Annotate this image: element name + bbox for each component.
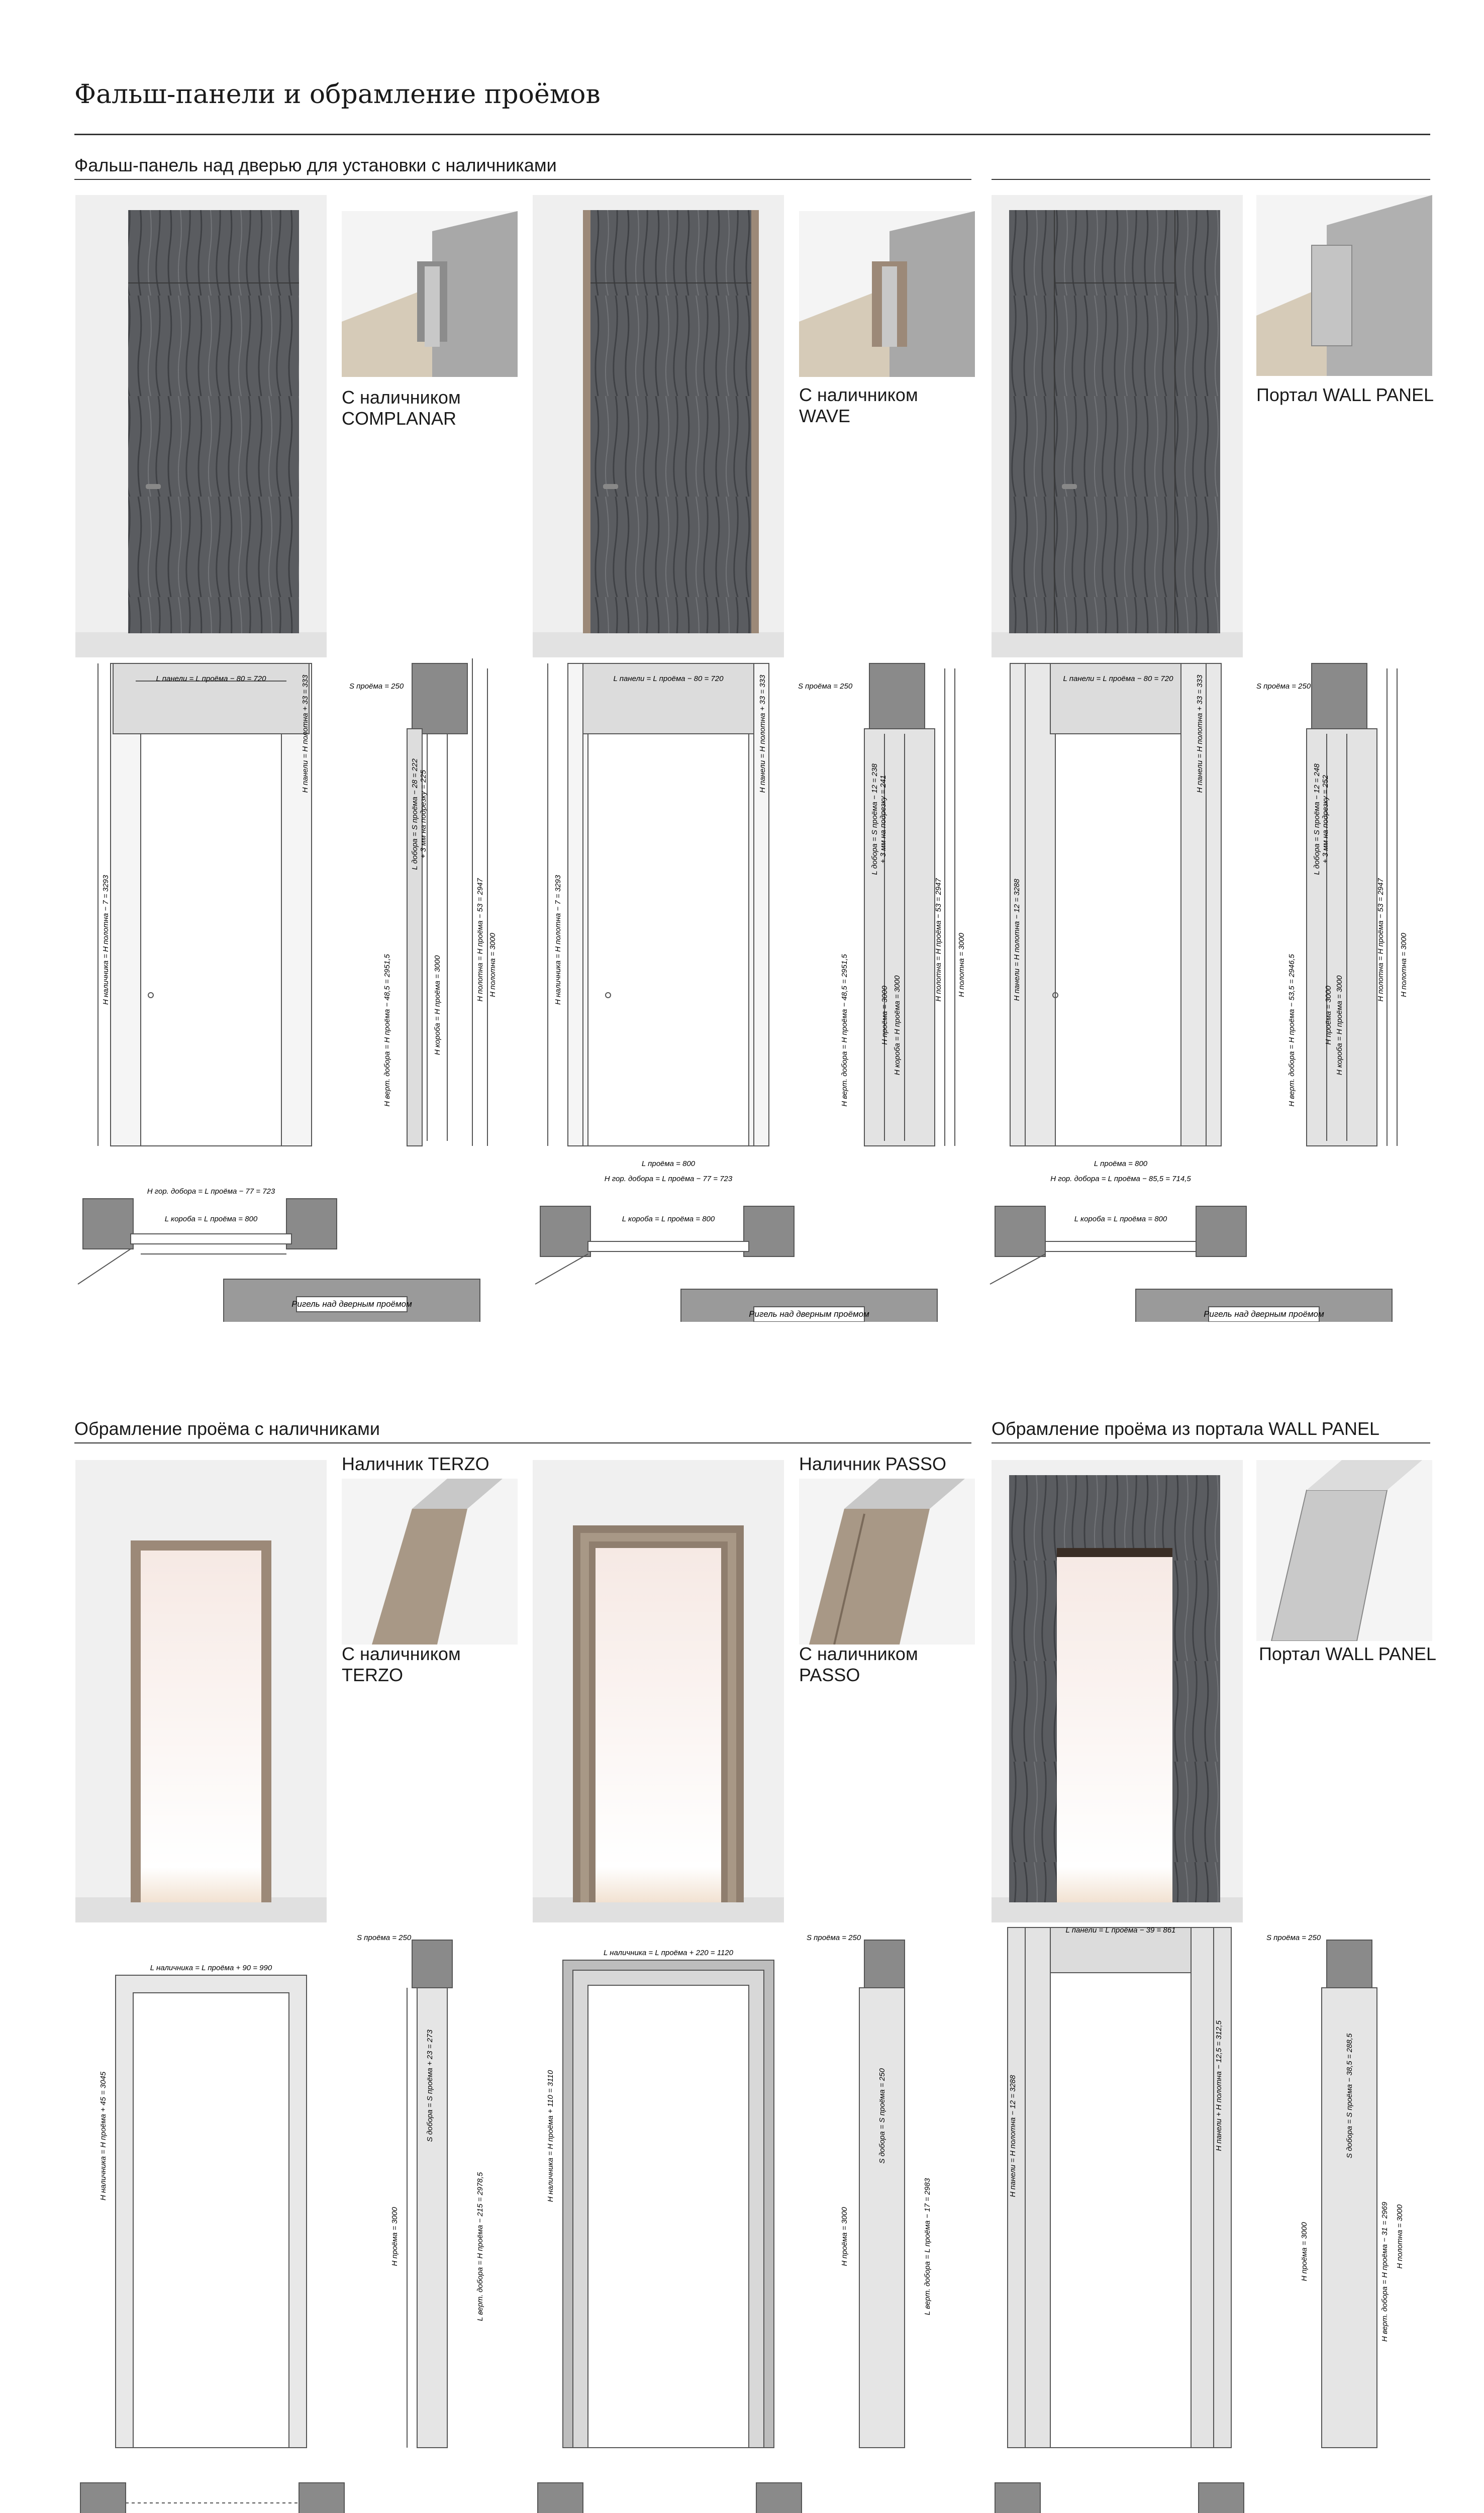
dim-c1-right-h: H панели = H полотна + 33 = 333: [301, 674, 310, 793]
drawing-portal-top: [985, 658, 1484, 1322]
dim-b1-side1: S добора = S проёма + 23 = 273: [426, 2029, 434, 2142]
section-rule: [992, 1442, 1430, 1443]
dim-b3-side1: S добора = S проёма − 38,5 = 288,5: [1345, 2033, 1354, 2159]
dim-c2-side4: H проёма = 3000: [880, 986, 889, 1045]
caption-portal-top: Портал WALL PANEL: [1256, 384, 1434, 405]
profile-render-portal: [1256, 195, 1432, 376]
dim-c1-side4: H короба = H проёма = 3000: [433, 955, 442, 1055]
profile-render-portal-bottom: [1256, 1460, 1432, 1641]
dim-c3-opening: S проёма = 250: [1256, 682, 1311, 691]
dim-c1-side2: + 3 мм на подрезку = 225: [419, 769, 428, 859]
dim-c2-side3: H верт. добора = H проёма − 48,5 = 2951,5: [840, 954, 849, 1107]
dim-c3-side6: H полотна = H проёма − 53 = 2947: [1376, 878, 1385, 1002]
dim-c2-side6: H полотна = H проёма − 53 = 2947: [934, 878, 943, 1002]
caption-complanar: С наличником COMPLANAR: [342, 387, 461, 429]
profile-render-passo: [799, 1479, 975, 1645]
dim-c1-plan1: H гор. добора = L проёма − 77 = 723: [147, 1187, 275, 1196]
dim-b1-left: H наличника = H проёма + 45 = 3045: [99, 2071, 108, 2201]
title-rule: [74, 134, 1430, 135]
dim-c3-side4: H проёма = 3000: [1324, 986, 1333, 1045]
dim-b3-top: L панели = L проёма − 39 = 861: [1065, 1926, 1176, 1935]
caption-wave: С наличником WAVE: [799, 384, 918, 426]
caption-passo: С наличником PASSO: [799, 1644, 918, 1685]
profile-render-terzo: [342, 1479, 518, 1645]
dim-b2-side1: S добора = S проёма = 250: [878, 2068, 886, 2164]
section-rule: [992, 179, 1430, 180]
dim-c2-plan1: H гор. добора = L проёма − 77 = 723: [604, 1175, 733, 1183]
dim-c3-side1: L добора = S проёма − 12 = 248: [1313, 763, 1321, 875]
dim-b1-opening: S проёма = 250: [357, 1934, 412, 1942]
drawing-complanar: [75, 658, 578, 1322]
door-photo-portal-bottom: [992, 1460, 1243, 1922]
dim-b1-side3: L верт. добора = H проёма − 215 = 2978,5: [476, 2172, 484, 2322]
section-heading-top: Фальш-панель над дверью для установки с наличниками: [74, 155, 557, 175]
caption-terzo: С наличником TERZO: [342, 1644, 461, 1685]
heading-passo: Наличник PASSO: [799, 1454, 947, 1474]
dim-c2-side1: L добора = S проёма − 12 = 238: [870, 763, 879, 875]
door-photo-complanar: [75, 195, 327, 657]
dim-b2-side2: H проёма = 3000: [840, 2207, 849, 2266]
drawing-passo: [533, 1925, 985, 2513]
drawing-wave: [533, 658, 1035, 1322]
dim-c2-rail: Ригель над дверным проёмом: [749, 1309, 869, 1319]
dim-c2-panel: L панели = L проёма − 80 = 720: [613, 674, 724, 683]
dim-c3-right-h: H панели = H полотна + 33 = 333: [1196, 674, 1204, 793]
dim-b1-side2: H проёма = 3000: [390, 2207, 399, 2266]
dim-c2-right-h: H панели = H полотна + 33 = 333: [758, 674, 767, 793]
dim-c1-side6: H полотна = 3000: [488, 933, 497, 997]
dim-c3-side5: H короба = H проёма = 3000: [1335, 975, 1344, 1076]
dim-b2-opening: S проёма = 250: [807, 1934, 861, 1942]
dim-c2-side5: H короба = H проёма = 3000: [893, 975, 902, 1076]
dim-b3-side3: H верт. добора = H проёма − 31 = 2969: [1380, 2201, 1389, 2342]
dim-c3-left-h: H панели = H полотна − 12 = 3288: [1013, 879, 1021, 1001]
dim-c2-plan2: L короба = L проёма = 800: [622, 1215, 715, 1223]
dim-b2-side3: L верт. добора = L проёма − 17 = 2983: [923, 2178, 932, 2315]
dim-c1-panel: L панели = L проёма − 80 = 720: [156, 674, 266, 683]
dim-b3-side2: H проёма = 3000: [1300, 2222, 1309, 2281]
dim-b2-left: H наличника = H проёма + 110 = 3110: [546, 2070, 555, 2202]
section-rule: [74, 179, 971, 180]
dim-c3-side3: H верт. добора = H проёма − 53,5 = 2946,5: [1288, 954, 1296, 1107]
dim-b3-opening: S проёма = 250: [1266, 1934, 1321, 1942]
door-photo-wave: [533, 195, 784, 657]
dim-c1-plan2: L короба = L проёма = 800: [164, 1215, 258, 1223]
profile-render-complanar: [342, 211, 518, 377]
profile-render-wave: [799, 211, 975, 377]
dim-b3-left: H панели = H полотна − 12 = 3288: [1009, 2075, 1017, 2197]
dim-c2-side7: H полотна = 3000: [957, 933, 966, 997]
dim-c1-side5: H полотна = H проёма − 53 = 2947: [476, 878, 484, 1002]
caption-portal-bottom: Портал WALL PANEL: [1259, 1644, 1436, 1664]
drawing-terzo: [75, 1925, 528, 2513]
heading-terzo: Наличник TERZO: [342, 1454, 489, 1474]
dim-c3-panel: L панели = L проёма − 80 = 720: [1063, 674, 1173, 683]
dim-c3-side7: H полотна = 3000: [1400, 933, 1408, 997]
dim-c1-opening: S проёма = 250: [349, 682, 404, 691]
drawing-portal-bottom: [985, 1925, 1484, 2513]
door-photo-portal: [992, 195, 1243, 657]
dim-b1-top: L наличника = L проёма + 90 = 990: [150, 1964, 272, 1972]
dim-c3-side2: + 3 мм на подрезку = 252: [1321, 775, 1330, 864]
section-heading-bottom-right: Обрамление проёма из портала WALL PANEL: [992, 1418, 1380, 1439]
dim-c3-plan1: H гор. добора = L проёма − 85,5 = 714,5: [1050, 1175, 1191, 1183]
dim-c2-plan0: L проёма = 800: [641, 1159, 696, 1168]
dim-b2-top: L наличника = L проёма + 220 = 1120: [604, 1949, 733, 1957]
dim-b3-right: H панели + H полотна − 12,5 = 312,5: [1215, 2020, 1223, 2151]
dim-c3-plan0: L проёма = 800: [1094, 1159, 1148, 1168]
dim-c2-left-h: H наличника = H полотна − 7 = 3293: [554, 875, 562, 1005]
door-photo-terzo: [75, 1460, 327, 1922]
page-title: Фальш-панели и обрамление проёмов: [74, 79, 601, 110]
dim-c2-side2: + 3 мм на подрезку = 241: [879, 775, 887, 864]
dim-b3-side4: H полотна = 3000: [1396, 2204, 1404, 2269]
dim-c1-rail: Ригель над дверным проёмом: [291, 1299, 412, 1309]
dim-c3-plan2: L короба = L проёма = 800: [1074, 1215, 1167, 1223]
dim-c3-rail: Ригель над дверным проёмом: [1204, 1309, 1324, 1319]
dim-c1-side1: L добора = S проёма − 28 = 222: [411, 758, 419, 870]
dim-c1-left-h: H наличника = H полотна − 7 = 3293: [102, 875, 110, 1005]
section-rule: [74, 1442, 971, 1443]
section-heading-bottom-left: Обрамление проёма с наличниками: [74, 1418, 380, 1439]
door-photo-passo: [533, 1460, 784, 1922]
dim-c1-side3: H верт. добора = H проёма − 48,5 = 2951,5: [383, 954, 391, 1107]
dim-c2-opening: S проёма = 250: [798, 682, 853, 691]
